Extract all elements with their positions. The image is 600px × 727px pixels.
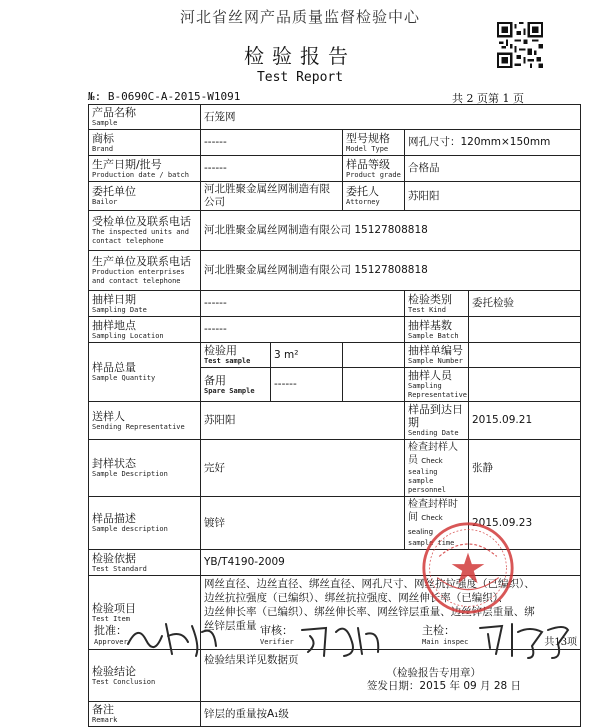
value-sampling-location: ------: [204, 323, 227, 335]
issue-date: 签发日期：2015 年 09 月 28 日: [366, 680, 522, 692]
row-sampling-date: [89, 291, 581, 317]
label-production-date-en: Production date / batch: [92, 170, 189, 179]
label-sample-number-en: Sample Number: [408, 357, 463, 365]
row-brand: [89, 130, 581, 156]
approver-signature: [122, 616, 222, 662]
label-sampling-location: 抽样地点: [92, 318, 136, 332]
page-title: 检验报告: [244, 44, 356, 68]
label-sample-desc2: 样品描述: [92, 512, 136, 525]
label-grade: 样品等级: [346, 157, 390, 171]
label-grade-en: Product grade: [346, 170, 401, 179]
main-inspector-signature: [472, 618, 576, 662]
label-production-date: 生产日期/批号: [92, 157, 162, 171]
label-sampling-date-en: Sampling Date: [92, 305, 147, 314]
label-check-time: 检查封样时间: [408, 499, 458, 523]
label-check-time-en-inline: Check sealing: [408, 514, 443, 536]
value-spare-sample: ------: [274, 378, 297, 390]
report-number: №: B-0690C-A-2015-W1091: [88, 90, 241, 103]
label-sample-quantity-en: Sample Quantity: [92, 374, 156, 382]
row-sample: [89, 105, 581, 130]
test-item-line: 网丝直径、边丝直径、绑丝直径、网孔尺寸、网丝抗拉强度（已编织）、: [204, 578, 535, 590]
official-seal-stamp: [420, 520, 516, 616]
label-sample-number: 抽样单编号: [408, 344, 463, 357]
label-test-sample: 检验用: [204, 344, 237, 357]
label-test-item-en: Test Item: [92, 614, 130, 623]
label-sampling-date: 抽样日期: [92, 292, 136, 306]
label-sampling-rep: 抽样人员: [408, 369, 452, 382]
label-sample-description: 封样状态: [92, 457, 136, 470]
qr-code-icon: [497, 22, 543, 68]
label-remark-en: Remark: [92, 716, 118, 724]
value-model: 网孔尺寸：120mm×150mm: [408, 136, 551, 148]
label-test-kind-en: Test Kind: [408, 305, 446, 314]
label-sending-date-en: Sending Date: [408, 429, 459, 437]
label-test-kind: 检验类别: [408, 292, 452, 306]
main-inspector-label-en: Main inspec: [422, 638, 469, 646]
row-remark: [89, 702, 581, 727]
row-sample-description: [89, 440, 581, 497]
value-conclusion: 检验结果详见数据页: [204, 654, 299, 666]
label-check-person: 检查封样人员: [408, 442, 458, 466]
label-sample-batch-en: Sample Batch: [408, 331, 459, 340]
value-sending-rep: 苏阳阳: [204, 414, 236, 426]
label-sampling-rep-en: Sampling Representative: [408, 382, 468, 399]
row-sending: [89, 402, 581, 440]
label-spare-sample: 备用: [204, 373, 226, 387]
signature-row: [88, 622, 580, 668]
label-spare-sample-en: Spare Sample: [204, 386, 255, 395]
label-production-enterprises-en-1: Production enterprises: [92, 268, 185, 276]
value-sample-desc2: 镀锌: [204, 516, 225, 529]
value-test-kind: 委托检验: [472, 297, 514, 309]
seal-caption: （检验报告专用章）: [386, 667, 482, 679]
label-sample-en: Sample: [92, 119, 118, 127]
value-check-time: 2015.09.23: [472, 516, 533, 529]
page-count: 共 2 页第 1 页: [452, 92, 524, 105]
label-attorney: 委托人: [346, 185, 379, 198]
value-sample: 石笼网: [204, 110, 236, 123]
value-attorney: 苏阳阳: [408, 189, 440, 202]
verifier-signature: [296, 618, 386, 662]
organization-name: 河北省丝网产品质量监督检验中心: [179, 8, 420, 26]
value-test-standard: YB/T4190-2009: [204, 556, 285, 568]
label-sample-desc2-en: Sample description: [92, 525, 168, 533]
approver-label-en: Approver: [94, 638, 128, 646]
value-inspected-units: 河北胜聚金属丝网制造有限公司 15127808818: [204, 224, 428, 236]
label-attorney-en: Attorney: [346, 198, 380, 206]
value-remark: 锌层的重量按A₁级: [204, 707, 289, 720]
row-production-date: [89, 156, 581, 182]
row-bailor: [89, 182, 581, 211]
label-sampling-location-en: Sampling Location: [92, 331, 164, 340]
value-brand: ------: [204, 136, 227, 148]
value-check-person: 张静: [472, 461, 493, 474]
value-grade: 合格品: [408, 162, 440, 174]
label-test-item: 检验项目: [92, 601, 136, 615]
label-sample: 产品名称: [92, 106, 136, 119]
label-test-sample-en: Test sample: [204, 357, 251, 365]
label-sample-batch: 抽样基数: [408, 318, 452, 332]
value-production-date: ------: [204, 162, 227, 174]
test-item-line: 边丝伸长率（已编织）、绑丝伸长率、网丝锌层重量、边丝锌层重量、绑: [204, 606, 535, 618]
value-sending-date: 2015.09.21: [472, 414, 533, 426]
test-item-line: 丝锌层重量: [204, 620, 257, 632]
label-sending-rep-en: Sending Representative: [92, 422, 185, 431]
label-brand: 商标: [92, 131, 114, 145]
label-check-person-en: sealing sample personnel: [408, 468, 446, 494]
label-sample-description-en: Sample Description: [92, 470, 168, 478]
label-sending-rep: 送样人: [92, 409, 125, 423]
row-production-enterprises: [89, 251, 581, 291]
label-test-standard: 检验依据: [92, 551, 136, 565]
value-sample-description: 完好: [204, 461, 225, 474]
page-subtitle: Test Report: [256, 70, 344, 85]
value-production-enterprises: 河北胜聚金属丝网制造有限公司 15127808818: [204, 264, 428, 276]
label-conclusion: 检验结论: [92, 664, 136, 678]
row-test-sample: [89, 343, 581, 368]
main-inspector-block: [422, 622, 468, 647]
main-inspector-label: 主检：: [422, 624, 455, 637]
label-inspected-units-en-1: The inspected units and: [92, 228, 189, 236]
value-bailor: 河北胜聚金属丝网制造有限公司: [204, 183, 330, 208]
label-bailor-en: Bailor: [92, 198, 118, 206]
label-production-enterprises: 生产单位及联系电话: [92, 255, 191, 268]
label-check-person-en-inline: Check: [421, 457, 443, 465]
label-inspected-units-en-2: contact telephone: [92, 237, 164, 245]
label-bailor: 委托单位: [92, 185, 136, 198]
value-test-sample: 3 m²: [274, 348, 299, 361]
verifier-label-en: Verifier: [260, 638, 294, 646]
verifier-block: [260, 622, 294, 647]
row-inspected-units: [89, 211, 581, 251]
row-sampling-location: [89, 317, 581, 343]
label-remark: 备注: [92, 703, 114, 716]
label-test-standard-en: Test Standard: [92, 564, 147, 573]
label-model-en: Model Type: [346, 144, 389, 153]
label-model: 型号规格: [346, 131, 390, 145]
value-sampling-date: ------: [204, 297, 227, 309]
label-sample-quantity: 样品总量: [92, 361, 136, 374]
label-check-time-en: sample time: [408, 539, 455, 547]
label-conclusion-en: Test Conclusion: [92, 677, 156, 686]
test-item-line: 边丝抗拉强度（已编织）、绑丝抗拉强度、网丝伸长率（已编织）、: [204, 592, 509, 604]
test-item-total: 共13项: [544, 637, 578, 648]
verifier-label: 审核：: [260, 624, 293, 637]
label-brand-en: Brand: [92, 144, 114, 153]
label-inspected-units: 受检单位及联系电话: [92, 215, 191, 228]
approver-label: 批准：: [94, 624, 127, 637]
label-production-enterprises-en-2: and contact telephone: [92, 277, 181, 285]
label-sending-date: 样品到达日期: [408, 403, 463, 429]
